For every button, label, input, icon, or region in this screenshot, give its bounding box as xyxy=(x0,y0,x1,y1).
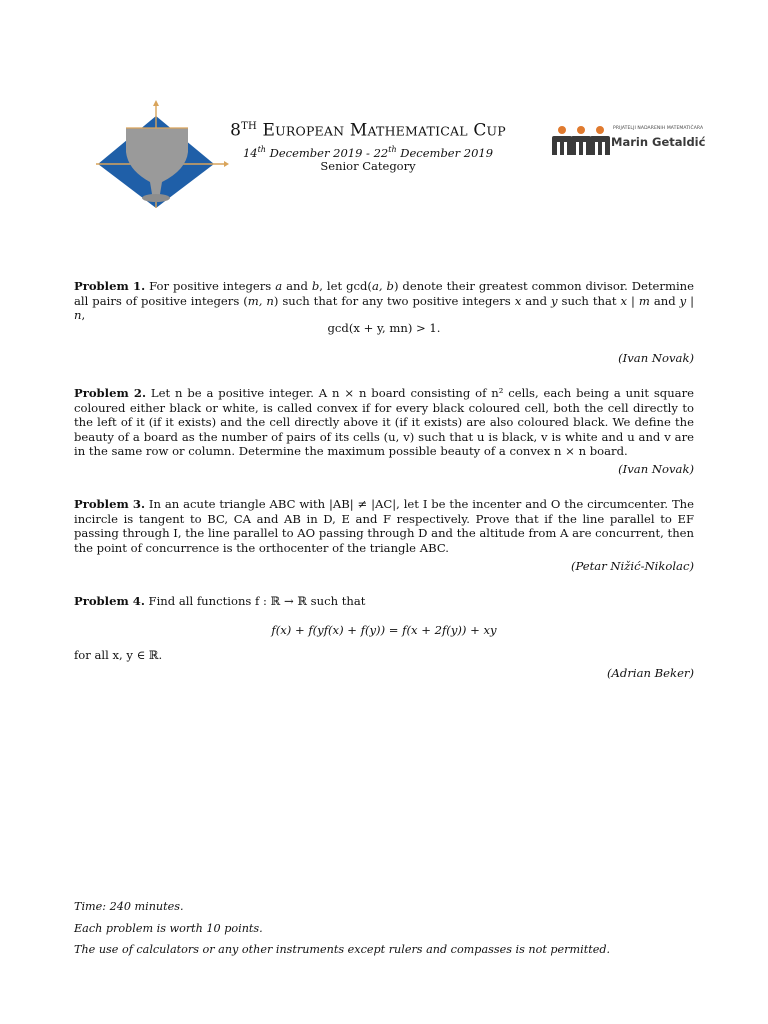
header-title-block xyxy=(200,116,536,174)
logo-caption: PRIJATELJI NADARENIH MATEMATIČARA xyxy=(613,126,704,131)
time-limit: Time: 240 minutes. xyxy=(74,900,184,913)
problem-4-author: (Adrian Beker) xyxy=(607,666,694,680)
problem-4 xyxy=(74,594,694,609)
problem-3-text: In an acute triangle ABC with |AB| ≠ |AC|, let I be the incenter and O the circumcenter. The incircle is tangent to BC, CA and AB in D, E and F respectively. Prove that if the line parallel to EF passing through I, the line parallel to AO passing through D and the altitude from A are concurrent, then the point of concurrence is the orthocenter of the triangle ABC. xyxy=(74,497,695,555)
problem-3-author: (Petar Nižić-Nikolac) xyxy=(570,559,694,573)
points-note: Each problem is worth 10 points. xyxy=(74,922,263,935)
problem-2-author: (Ivan Novak) xyxy=(618,462,694,476)
problem-4-formula: f(x) + f(yf(x) + f(y)) = f(x + 2f(y)) + xy xyxy=(271,623,497,637)
marin-getaldic-logo xyxy=(548,124,706,158)
problem-1: Problem 1. For positive integers a and b, let gcd(a, b) denote their greatest common divisor. Determine all pairs of positive integers (m, n) such that for any two positive integers x and y such that x | m and y | n, xyxy=(74,279,694,323)
problem-3 xyxy=(74,497,694,555)
problem-2 xyxy=(74,386,694,459)
people-icon xyxy=(550,124,612,158)
competition-dates: 14th December 2019 - 22th December 2019 xyxy=(242,144,494,160)
problem-2-label: Problem 2. xyxy=(74,386,147,400)
problem-1-author: (Ivan Novak) xyxy=(618,351,694,365)
calculator-rule: The use of calculators or any other instruments except rulers and compasses is not permitted. xyxy=(74,943,611,956)
problem-3-label: Problem 3. xyxy=(74,497,146,511)
problem-4-label: Problem 4. xyxy=(74,594,145,608)
logo-brand: Marin Getaldić xyxy=(611,135,706,149)
page-title: 8TH EUROPEAN MATHEMATICAL CUP xyxy=(230,120,506,141)
problem-1-label: Problem 1. xyxy=(74,279,146,293)
problem-4-after: for all x, y ∈ ℝ. xyxy=(74,648,163,662)
category-label: Senior Category xyxy=(320,159,416,174)
problem-4-text: Find all functions f : ℝ → ℝ such that xyxy=(148,594,366,608)
problem-2-text: Let n be a positive integer. A n × n board consisting of n² cells, each being a unit square coloured either black or white, is called convex if for every black coloured cell, both the cell directly to the left of it (if it exists) and the cell directly above it (if it exists) are also coloured black. We define the beauty of a board as the number of pairs of its cells (u, v) such that u is black, v is white and u and v are in the same row or column. Determine the maximum possible beauty of a convex n × n board. xyxy=(74,386,694,459)
problem-1-formula: gcd(x + y, mn) > 1. xyxy=(327,321,441,335)
